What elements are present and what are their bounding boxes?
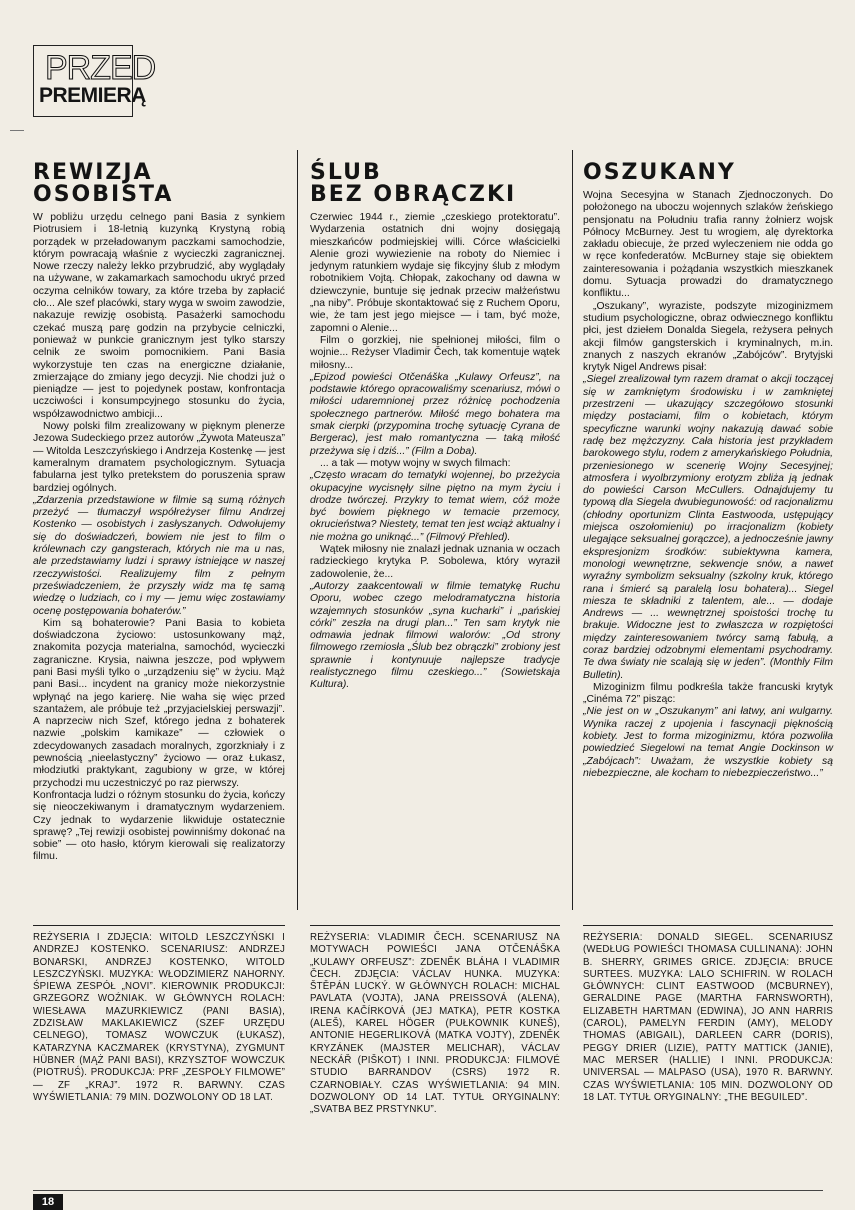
credits-rule: [583, 925, 833, 926]
title-line: OSZUKANY: [583, 160, 736, 185]
column-rewizja-osobista: [33, 150, 285, 864]
article-paragraph: „Oszukany”, wyraziste, podszyte mizoginizmem studium psychologiczne, obraz odwiecznego konfliktu płci, jest dziełem Donalda Siegela, reżysera pełnych akcji filmów gangsterskich i kryminalnych, m.in. znanych z naszych ekranów „Zabójców”. Brytyjski krytyk Nigel Andrews pisał:: [583, 300, 833, 374]
credits-oszukany: REŻYSERIA: DONALD SIEGEL. SCENARIUSZ (WEDŁUG POWIEŚCI THOMASA CULLINANA): JOHN B. SHERRY, GRIMES GRICE. ZDJĘCIA: BRUCE SURTEES. MUZYKA: LALO SCHIFRIN. W ROLACH GŁÓWNYCH: CLINT EASTWOOD (MCBURNEY), GERALDINE PAGE (MARTHA FARNSWORTH), ELIZABETH HARTMAN (EDWINA), JO ANN HARRIS (CAROL), PAMELYN FERDIN (AMY), MELODY THOMAS (ABIGAIL), DARLEEN CARR (DORIS), PEGGY DRIER (LIZIE), PATTY MATTICK (JANIE), MAC MERSER (HALLIE) I INNI. PRODUKCJA: UNIVERSAL — MALPASO (USA), 1970 R. BARWNY. CZAS WYŚWIETLANIA: 105 MIN. DOZWOLONY OD 18 LAT. TYTUŁ ORYGINALNY: „THE BEGUILED”.: [583, 932, 833, 1103]
title-line: BEZ OBRĄCZKI: [310, 182, 517, 207]
credits-slub-bez-obraczki: REŻYSERIA: VLADIMIR ČECH. SCENARIUSZ NA MOTYWACH POWIEŚCI JANA OTČENÁŠKA „KULAWY ORFEUSZ”: ZDENĚK BLÁHA I VLADIMIR ČECH. ZDJĘCIA: VÁCLAV HUNKA. MUZYKA: ŠTĚPÁN LUCKÝ. W GŁÓWNYCH ROLACH: MICHAL PAVLATA (VOJTA), JANA PREISSOVÁ (ALENA), IRENA KAČÍRKOVÁ (JEJ MATKA), PETR KOSTKA (ALEŠ), KAREL HÖGER (PUŁKOWNIK KUNEŠ), ANTONIE HEGERLIKOVÁ (MATKA VOJTY), ZDENĚK KRYZÁNEK (MAJSTER MELICHAR), VÁCLAV NECKÁŘ (PIŠKOT) I INNI. PRODUKCJA: FILMOVÉ STUDIO BARRANDOV (CSRS) 1972 R. CZARNOBIAŁY. CZAS WYŚWIETLANIA: 94 MIN. DOZWOLONY OD 14 LAT. TYTUŁ ORYGINALNY: „SVATBA BEZ PRSTYNKU”.: [310, 932, 560, 1116]
article-paragraph: „Często wracam do tematyki wojennej, bo przeżycia okupacyjne wycisnęły silne piętno na mym życiu i drodze twórczej. Przykry to temat wiem, cóż może być bowiem pięknego w temacie przemocy, okrucieństwa? Niestety, temat ten jest wciąż aktualny i nie można go uniknąć...” (Filmový Přehled).: [310, 470, 560, 543]
article-paragraph: Czerwiec 1944 r., ziemie „czeskiego protektoratu”. Wydarzenia ostatnich dni wojny dosięgają mieszkańców podmiejskiej willi. Córce właścicielki Alenie grozi wywiezienie na roboty do Niemiec i jedynym ratunkiem wydaje się fikcyjny ślub z młodym robotnikiem Vojtą. Chłopak, zakochany od dawna w dziewczynie, buntuje się jednak przeciw małżeństwu „na niby”. Próbuje skontaktować się z Ruchem Oporu, wie, że tam jest jego miejsce — i tam, być może, zapomni o Alenie...: [310, 212, 560, 334]
przed-premiera-logo: [33, 45, 156, 117]
article-paragraph: „Autorzy zaakcentowali w filmie tematykę Ruchu Oporu, wobec czego melodramatyczna historia wzajemnych stosunków „syna kucharki” i „pańskiej córki” zeszła na drugi plan...” Ten sam krytyk nie odmawia jednak filmowi walorów: „Od strony filmowego rzemiosła „Ślub bez obrączki” zrobiony jest sprawnie i kontynuuje najlepsze tradycje realistycznego filmu czeskiego...” (Sowietskaja Kultura).: [310, 580, 560, 691]
column-oszukany: [583, 150, 833, 780]
column-divider: [572, 150, 573, 910]
article-paragraph: Mizoginizm filmu podkreśla także francuski krytyk „Cinéma 72” pisząc:: [583, 681, 833, 706]
title-line: ŚLUB: [310, 160, 382, 185]
article-title: [583, 162, 833, 184]
article-paragraph: Nowy polski film zrealizowany w pięknym plenerze Jezowa Sudeckiego przez autorów „Żywota Mateusza” — Witolda Leszczyńskiego i Andrzeja Kostenkę — jest kameralnym dramatem psychologicznym. Sytuacja fabularna jest tylko pretekstem do poruszenia spraw bardziej ogólnych.: [33, 421, 285, 494]
article-paragraph: „Nie jest on w „Oszukanym” ani łatwy, ani wulgarny. Wynika raczej z upojenia i fascynacji pięknością kobiety. Jest to forma mizoginizmu, która pozwoliła powiedzieć Siegelowi na temat Angie Dockinson w „Zabójcach”: Uważam, że wszystkie kobiety są niebezpieczne, ale kocham to niebezpieczeństwo...”: [583, 706, 833, 779]
title-line: REWIZJA: [33, 160, 153, 185]
credits-rewizja-osobista: REŻYSERIA I ZDJĘCIA: WITOLD LESZCZYŃSKI I ANDRZEJ KOSTENKO. SCENARIUSZ: ANDRZEJ BONARSKI, ANDRZEJ KOSTENKO, WITOLD LESZCZYŃSKI. MUZYKA: WŁODZIMIERZ NAHORNY. ŚPIEWA ZESPÓŁ „NOVI”. KIEROWNIK PRODUKCJI: GRZEGORZ WOŹNIAK. W GŁÓWNYCH ROLACH: WIESŁAWA MAZURKIEWICZ (PANI BASIA), ZDZISŁAW MAKLAKIEWICZ (SZEF URZĘDU CELNEGO), TOMASZ WOWCZUK (ŁUKASZ), KATARZYNA KACZMAREK (KRYSTYNA), ZYGMUNT HÜBNER (MĄŻ PANI BASI), KRZYSZTOF WOWCZUK (PIOTRUŚ). PRODUKCJA: PRF „ZESPOŁY FILMOWE” — ZF „KRAJ”. 1972 R. BARWNY. CZAS WYŚWIETLANIA: 79 MIN. DOZWOLONY OD 18 LAT.: [33, 932, 285, 1103]
credits-rule: [310, 925, 560, 926]
article-paragraph: ... a tak — motyw wojny w swych filmach:: [320, 457, 511, 469]
article-body: [310, 212, 560, 692]
column-divider: [297, 150, 298, 910]
title-line: OSOBISTA: [33, 182, 174, 207]
article-title: [310, 162, 560, 206]
article-body: [583, 190, 833, 780]
column-slub-bez-obraczki: [310, 150, 560, 692]
article-paragraph: Film o gorzkiej, nie spełnionej miłości, film o wojnie... Reżyser Vladimir Čech, tak komentuje wątek miłosny...: [310, 334, 560, 371]
margin-dash: [10, 130, 24, 131]
article-paragraph: Wątek miłosny nie znalazł jednak uznania w oczach radzieckiego krytyka P. Sobolewa, który wyraził zadowolenie, że...: [310, 544, 560, 580]
footer-rule: [33, 1190, 823, 1191]
article-paragraph: „Epizod powieści Otčenáška „Kulawy Orfeusz”, na podstawie którego opracowaliśmy scenariusz, mówi o miłości udaremnionej przez różnicę pochodzenia społecznego partnerów. Miłość mego bohatera ma smak cierpki (przypomina trochę sytuację Cyrana de Bergerac), jest mało romantyczna — taką miłość przeżywa się i dziś...” (Film a Doba).: [310, 371, 560, 457]
article-paragraph: „Siegel zrealizował tym razem dramat o akcji toczącej się w zamkniętym środowisku i w zamkniętej przestrzeni — ukazujący szczegółowo stosunki między postaciami, film o kobietach, którym specyficzne warunki wojny nakazują dawać sobie radę bez mężczyzny. Cała historia jest przykładem barokowego stylu, rodem z amerykańskiego Południa, przeniesionego w scenerię Wojny Secesyjnej; atmosfera i wyolbrzymiony erotyzm zbliża ją jednak do powieści Carson McCullers. Odnajdujemy tu typową dla Siegela dwubiegunowość: od racjonalizmu (chłodny oportunizm Clinta Eastwooda, ustępujący miejsca oszołomieniu) po irracjonalizm (kobiety ulegające seksualnej gorączce), a jednocześnie jawny ekspresjonizm środków: subiektywna kamera, monologi wewnętrzne, sekwencje snów, a nawet wyraźny symbolizm seksualny (szkolny kruk, którego rana i śmierć są paralelą losu bohatera)... Siegel miesza te składniki z talentem, ale... — dodaje Andrews — ... wewnętrznej spoistości trochę tu brakuje. Widoczne jest to zwłaszcza w rozpiętości między zainteresowaniem twórcy samą fabułą, a coraz bardziej odzobnymi elementami psychodramy. Te dwa światy nie scalają się w jeden”. (Monthly Film Bulletin).: [583, 374, 833, 681]
logo-word-przed: PRZED: [45, 49, 156, 87]
credits-rule: [33, 925, 285, 926]
article-paragraph: „Zdarzenia przedstawione w filmie są sumą różnych przeżyć — tłumaczył współreżyser filmu Andrzej Kostenko — osobistych i zasłyszanych. Odwołujemy się do doświadczeń, bowiem nie jest to film o królewnach czy gangsterach, których nie ma u nas, ale przedstawiamy ludzi i sprawy istniejące w naszej rzeczywistości. Realizujemy film z pełnym przeświadczeniem, że przyszły widz ma tę samą wiedzę o ludziach, co i my — jemu więc zostawiamy ocenę postępowania bohaterów.”: [33, 494, 285, 617]
page-number: 18: [33, 1194, 63, 1210]
article-title: [33, 162, 285, 206]
article-paragraph: Wojna Secesyjna w Stanach Zjednoczonych. Do położonego na uboczu wojennych szlaków żeńskiego pensjonatu na Południu trafia ranny żołnierz wojsk Północy McBurney. Jest tu wrogiem, alę dyrektorka zakładu obiecuje, że przed wyleczeniem nie odda go w ręce konfederatów. McBurney staje się obiektem zainteresowania i pożądania wszystkich mieszkanek domu. Sytuacja prowadzi do dramatycznego konfliktu...: [583, 190, 833, 300]
article-body: [33, 212, 285, 864]
logo-word-premiera: PREMIERĄ: [39, 84, 146, 107]
article-paragraph: Kim są bohaterowie? Pani Basia to kobieta doświadczona życiowo: ustosunkowany mąż, znakomita pozycja materialna, samochód, wycieczki zagraniczne. Krysia, naiwna jeszcze, pod wpływem pani Basi myśli tylko o „urządzeniu się” w życiu. Mąż pani Basi... incydent na granicy może niekorzystnie wpłynąć na jego karierę. Nie waha się więc przed szantażem, ale próbuje też „przyjacielskiej perswazji”. A naprzeciw nich Szef, którego jedna z bohaterek nazwie „polskim kamikaze” — człowiek o zdecydowanych zasadach moralnych, zgorzkniały i z pewnością „nieelastyczny” życiowo — oraz Łukasz, młodziutki praktykant, zagubiony w grze, w której przychodzi mu uczestniczyć po raz pierwszy.: [33, 617, 285, 789]
article-paragraph: W pobliżu urzędu celnego pani Basia z synkiem Piotrusiem i 18-letnią kuzynką Krystyną robią porządek w przeładowanym paczkami samochodzie, którym powracają właśnie z wycieczki zagranicznej. Nowe rzeczy należy lekko przybrudzić, aby wyglądały na używane, w zakamarkach samochodu ukryć przed oczyma celników towary, za które trzeba by zapłacić cło... Ale szef placówki, stary wyga w swoim zawodzie, nakazuje rewizję osobistą. Pasażerki samochodu czekać muszą parę godzin na przybycie celniczki, ponieważ w punkcie granicznym jest tylko starszy celnik ze swoim pomocnikiem. Pani Basia wykorzystuje ten czas na energiczne działanie, zmierzające do zmiany jego decyzji. Nie chodzi już o pieniądze — jest to pojedynek postaw, konfrontacja uczciwości i konsumpcyjnego stosunku do życia, współzawodnictwo ambicji...: [33, 212, 285, 420]
article-paragraph: Konfrontacja ludzi o różnym stosunku do życia, kończy się nieoczekiwanym i dramatycznym wydarzeniem. Czy jednak to wydarzenie likwiduje ostatecznie sprawę? „Tej rewizji osobistej powinniśmy dokonać na sobie” — oto hasło, którym kierowali się realizatorzy filmu.: [33, 789, 285, 863]
